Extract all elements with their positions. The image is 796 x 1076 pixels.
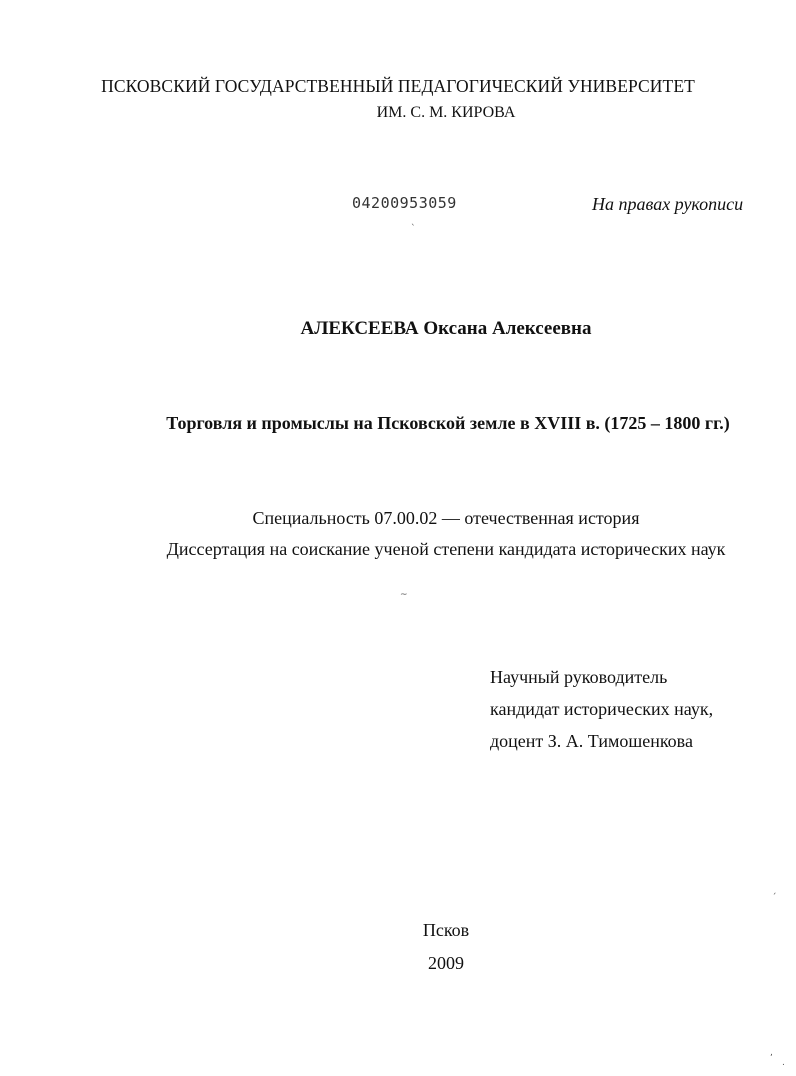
dissertation-degree-line: Диссертация на соискание ученой степени кандидата исторических наук: [166, 539, 726, 559]
advisor-role: Научный руководитель: [490, 667, 668, 687]
specialty-line: Специальность 07.00.02 — отечественная история: [252, 508, 640, 528]
advisor-name: доцент З. А. Тимошенкова: [490, 731, 693, 751]
city: Псков: [422, 920, 470, 940]
scan-speck: `: [411, 224, 416, 234]
advisor-degree: кандидат исторических наук,: [490, 699, 714, 719]
university-name: ПСКОВСКИЙ ГОСУДАРСТВЕННЫЙ ПЕДАГОГИЧЕСКИЙ УНИВЕРСИТЕТ: [101, 76, 695, 96]
scan-speck: ,: [770, 1048, 773, 1058]
manuscript-rights-note: На правах рукописи: [592, 194, 744, 214]
year: 2009: [428, 953, 464, 973]
inventory-number: 04200953059: [352, 194, 457, 212]
university-named-after: ИМ. С. М. КИРОВА: [376, 104, 516, 121]
scan-speck: ´: [772, 893, 777, 903]
author-name: АЛЕКСЕЕВА Оксана Алексеевна: [300, 318, 592, 339]
scan-speck: .: [782, 1058, 785, 1068]
dissertation-title: Торговля и промыслы на Псковской земле в XVIII в. (1725 – 1800 гг.): [166, 413, 730, 433]
scan-speck: ~: [400, 590, 408, 600]
